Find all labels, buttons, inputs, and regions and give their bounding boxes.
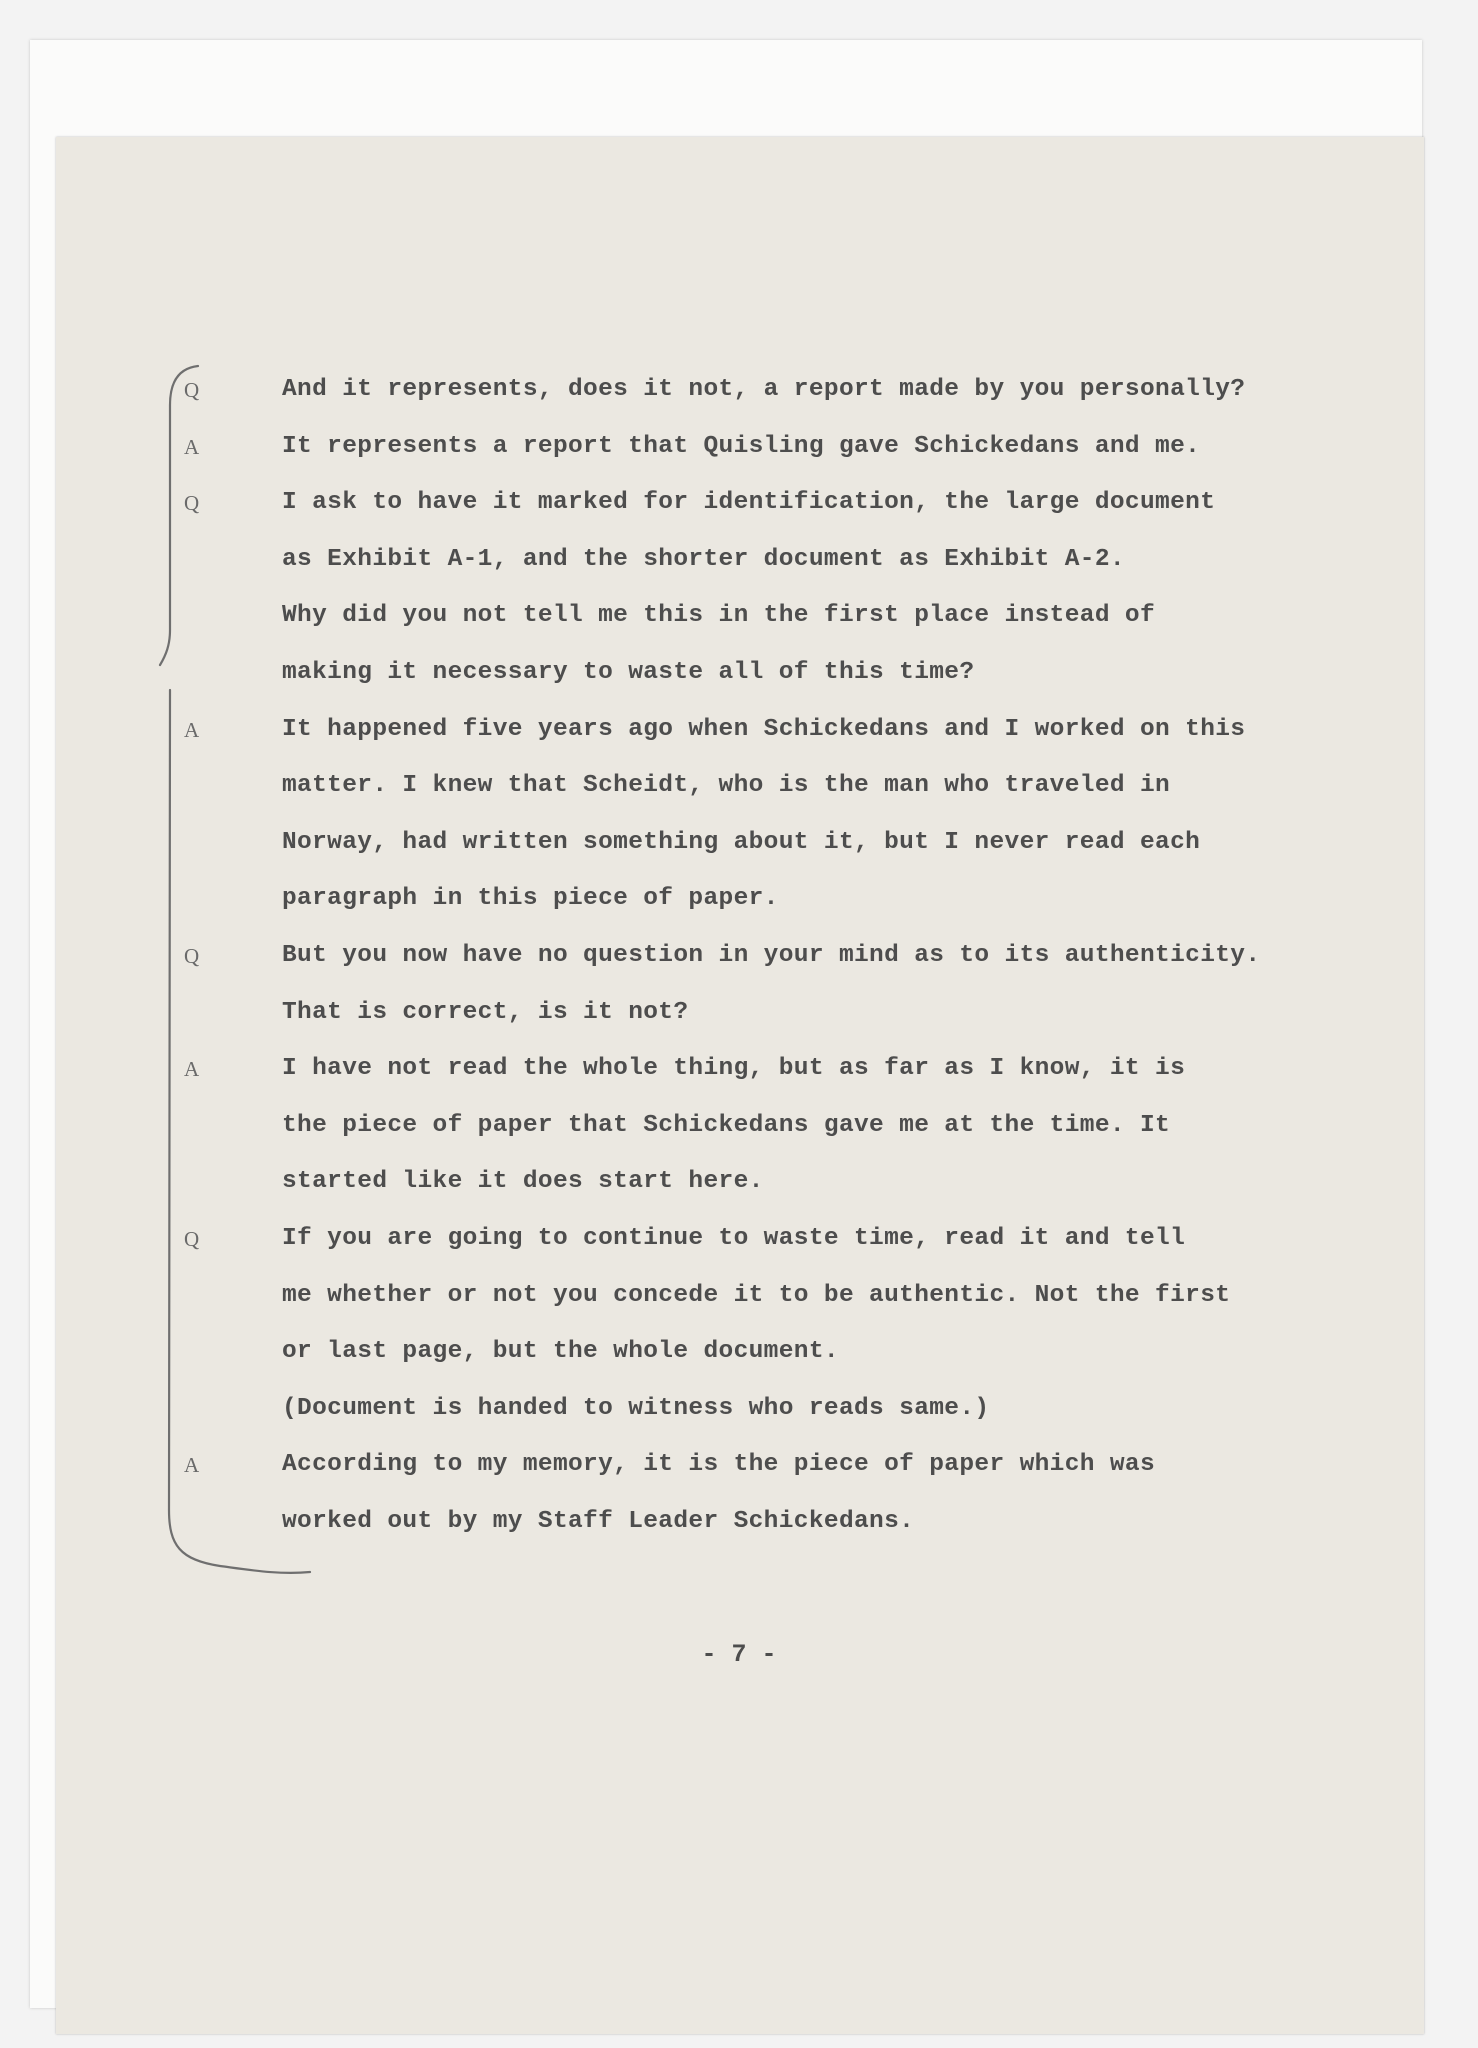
transcript-text: making it necessary to waste all of this time? — [282, 658, 975, 686]
transcript-text: I have not read the whole thing, but as far as I know, it is — [282, 1055, 1186, 1083]
transcript-text: It represents a report that Quisling gave Schickedans and me. — [282, 432, 1201, 460]
transcript-line — [0, 1268, 1478, 1325]
transcript-line — [0, 475, 1478, 532]
transcript-line — [0, 532, 1478, 589]
transcript-text: If you are going to continue to waste time, read it and tell — [282, 1224, 1186, 1252]
transcript-text: According to my memory, it is the piece of paper which was — [282, 1451, 1156, 1479]
speaker-marker: A — [184, 1057, 200, 1082]
transcript-text: Norway, had written something about it, but I never read each — [282, 828, 1201, 856]
transcript-text: worked out by my Staff Leader Schickedans. — [282, 1507, 915, 1535]
speaker-marker: A — [184, 1453, 200, 1478]
speaker-marker: Q — [184, 943, 200, 968]
transcript-line — [0, 1098, 1478, 1155]
transcript-text: started like it does start here. — [282, 1168, 764, 1196]
speaker-marker: A — [184, 434, 200, 459]
transcript-line — [0, 419, 1478, 476]
transcript-line — [0, 1211, 1478, 1268]
transcript-line — [0, 815, 1478, 872]
transcript-line — [0, 1437, 1478, 1494]
speaker-marker: A — [184, 717, 200, 742]
transcript-line — [0, 702, 1478, 759]
transcript-line — [0, 1154, 1478, 1211]
transcript-line — [0, 1324, 1478, 1381]
transcript-line — [0, 871, 1478, 928]
transcript-text: It happened five years ago when Schickedans and I worked on this — [282, 715, 1246, 743]
transcript-text: me whether or not you concede it to be authentic. Not the first — [282, 1281, 1231, 1309]
transcript-line — [0, 362, 1478, 419]
transcript-text: or last page, but the whole document. — [282, 1338, 839, 1366]
transcript-text: as Exhibit A-1, and the shorter document as Exhibit A-2. — [282, 545, 1125, 573]
transcript-line — [0, 758, 1478, 815]
transcript-body — [0, 362, 1478, 1550]
transcript-text: I ask to have it marked for identification, the large document — [282, 489, 1216, 517]
transcript-text: the piece of paper that Schickedans gave me at the time. It — [282, 1111, 1171, 1139]
page-number: - 7 - — [701, 1640, 777, 1669]
transcript-text: But you now have no question in your mind as to its authenticity. — [282, 941, 1261, 969]
transcript-line — [0, 1381, 1478, 1438]
transcript-text: That is correct, is it not? — [282, 998, 689, 1026]
transcript-text: (Document is handed to witness who reads same.) — [282, 1394, 990, 1422]
transcript-text: And it represents, does it not, a report made by you personally? — [282, 376, 1246, 403]
transcript-line — [0, 588, 1478, 645]
speaker-marker: Q — [184, 378, 200, 402]
transcript-line — [0, 1494, 1478, 1551]
transcript-line — [0, 1041, 1478, 1098]
transcript-text: matter. I knew that Scheidt, who is the man who traveled in — [282, 772, 1171, 800]
transcript-line — [0, 645, 1478, 702]
transcript-text: paragraph in this piece of paper. — [282, 885, 779, 913]
transcript-text: Why did you not tell me this in the first place instead of — [282, 602, 1156, 630]
speaker-marker: Q — [184, 491, 200, 516]
transcript-line — [0, 985, 1478, 1042]
transcript-line — [0, 928, 1478, 985]
speaker-marker: Q — [184, 1226, 200, 1251]
